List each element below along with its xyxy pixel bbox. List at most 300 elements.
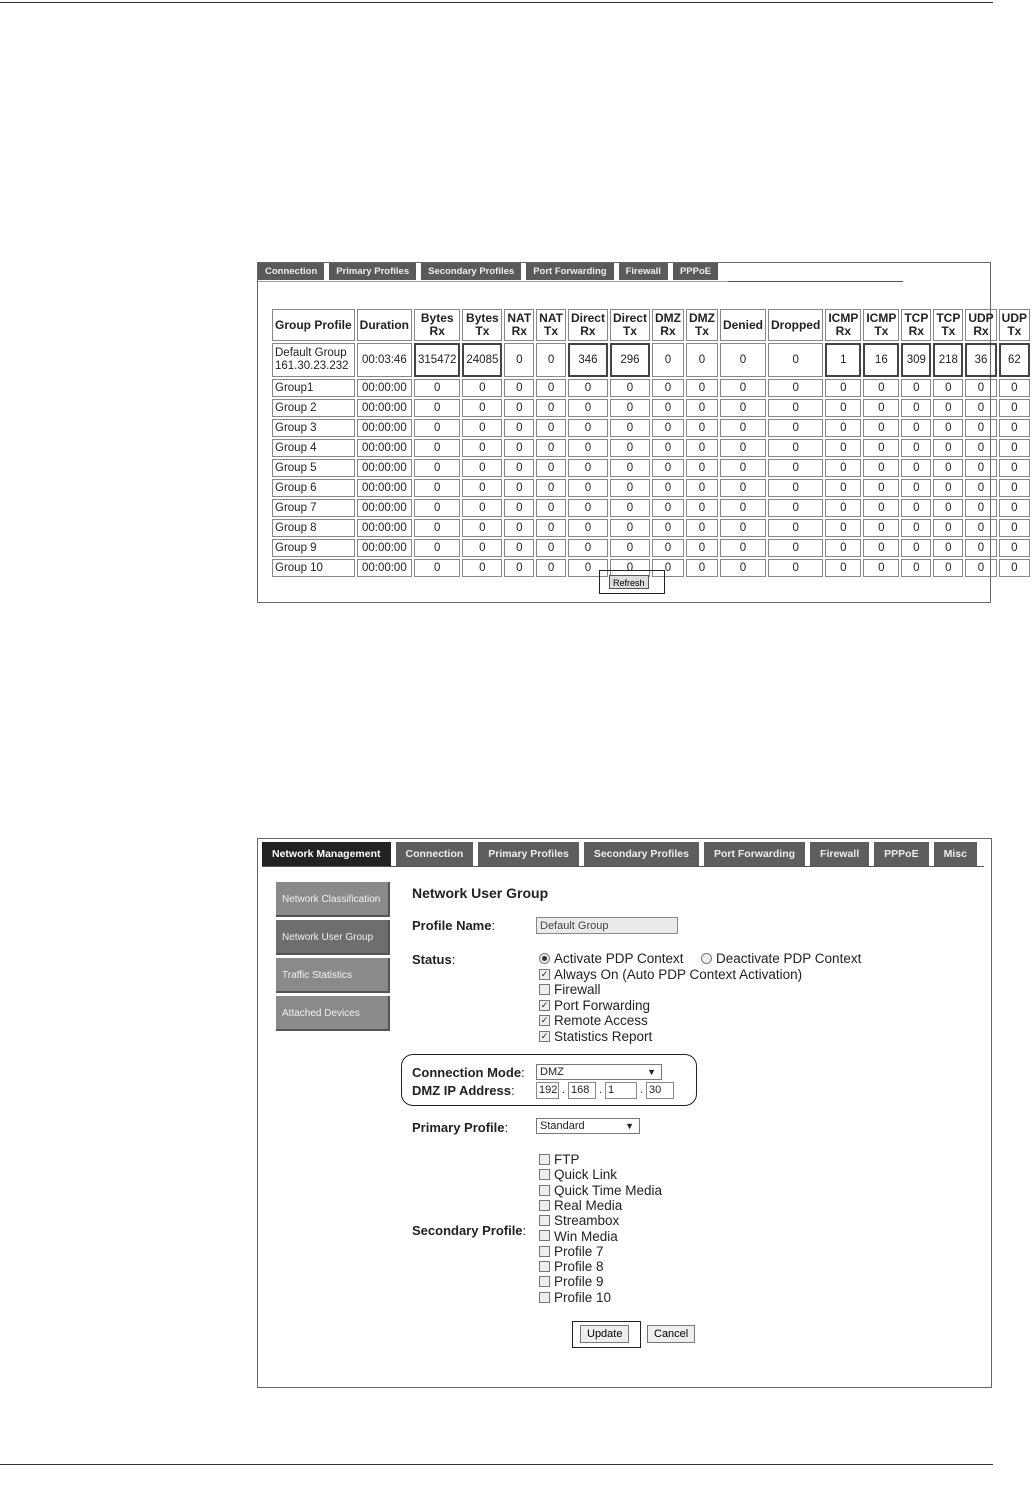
tab-line [262, 866, 984, 867]
table-cell: 0 [863, 419, 899, 437]
table-cell: 0 [414, 399, 460, 417]
table-cell: 0 [686, 559, 718, 577]
table-cell: 16 [863, 343, 899, 377]
table-cell: 0 [462, 399, 502, 417]
table-cell: 0 [965, 539, 996, 557]
secondary-profile-checkbox[interactable] [539, 1183, 662, 1198]
table-cell: 1 [825, 343, 861, 377]
table-cell: 0 [901, 419, 931, 437]
tab-connection[interactable]: Connection [258, 263, 324, 280]
table-cell: 0 [504, 379, 534, 397]
column-header-line2: Tx [1007, 324, 1022, 338]
tab-pppoe[interactable]: PPPoE [673, 263, 718, 280]
table-row [272, 479, 1030, 497]
secondary-profile-label-text: Quick Link [554, 1167, 618, 1183]
column-header-line1: Denied [722, 317, 763, 332]
checkbox-checked-icon[interactable]: ✓ [540, 1030, 549, 1041]
column-header [536, 309, 566, 341]
table-cell: 0 [768, 539, 823, 557]
table-cell: 0 [504, 499, 534, 517]
table-cell: 0 [686, 343, 718, 377]
table-cell: 0 [965, 519, 996, 537]
table-cell: 0 [462, 519, 502, 537]
secondary-profile-label-text: Profile 8 [554, 1259, 604, 1275]
secondary-profile-checkbox[interactable] [539, 1229, 618, 1244]
table-cell: 0 [414, 559, 460, 577]
table-cell: 0 [504, 439, 534, 457]
table-cell: 0 [462, 479, 502, 497]
table-header-row [272, 309, 1030, 341]
secondary-profile-label: Secondary Profile: [412, 1223, 527, 1238]
column-header-line1: Group Profile [275, 317, 352, 332]
column-header [720, 309, 766, 341]
deactivate-pdp-option[interactable]: Deactivate PDP Context [701, 951, 861, 966]
table-cell: 0 [652, 559, 684, 577]
column-header [965, 309, 996, 341]
table-cell: 0 [768, 343, 823, 377]
table-cell: 00:00:00 [357, 399, 412, 417]
table-cell: 0 [462, 559, 502, 577]
table-cell: 0 [610, 559, 650, 577]
secondary-profile-checkbox[interactable] [539, 1244, 604, 1259]
connection-mode-label: Connection Mode: [412, 1065, 525, 1080]
column-header-line1: Bytes [420, 311, 454, 325]
column-header-line1: NAT [507, 311, 532, 325]
table-cell: 0 [768, 459, 823, 477]
table-cell: 346 [568, 343, 608, 377]
table-cell: 0 [768, 479, 823, 497]
table-cell: 0 [901, 499, 931, 517]
secondary-profile-label-text: Real Media [554, 1197, 623, 1213]
group-name: Default Group [275, 347, 347, 359]
table-cell: 0 [901, 479, 931, 497]
ip-dot: . [599, 1084, 603, 1096]
table-cell: 0 [610, 459, 650, 477]
column-header-line1: UDP [968, 311, 994, 325]
table-cell: 24085 [462, 343, 502, 377]
table-cell: 0 [652, 519, 684, 537]
profile-name-label: Profile Name: [412, 918, 496, 933]
table-cell: 0 [536, 419, 566, 437]
traffic-statistics-panel [257, 262, 1028, 603]
table-cell: 0 [536, 499, 566, 517]
tab-port-forwarding[interactable]: Port Forwarding [704, 842, 805, 866]
dmz-ip-octet-1[interactable]: 192 [536, 1082, 559, 1099]
table-cell: 0 [610, 499, 650, 517]
table-cell: 0 [933, 559, 963, 577]
table-cell: 0 [462, 459, 502, 477]
column-header-line1: ICMP [866, 311, 897, 325]
table-cell: 0 [999, 459, 1030, 477]
table-cell: 0 [863, 559, 899, 577]
table-cell: 00:00:00 [357, 459, 412, 477]
table-cell: 0 [652, 539, 684, 557]
connection-mode-select[interactable]: DMZ ▼ [536, 1064, 662, 1080]
table-cell: 0 [999, 539, 1030, 557]
dmz-ip-octet-3[interactable]: 1 [605, 1082, 637, 1099]
table-cell: 0 [536, 399, 566, 417]
table-cell: 62 [999, 343, 1030, 377]
tab-pppoe[interactable]: PPPoE [874, 842, 928, 866]
column-header-line2: Rx [511, 324, 527, 338]
table-cell: 0 [568, 519, 608, 537]
group-profile-cell: Group 2 [272, 399, 355, 417]
sidebar-item-attached-devices[interactable]: Attached Devices [276, 996, 390, 1031]
table-cell: 0 [933, 479, 963, 497]
table-cell: 0 [825, 479, 861, 497]
table-cell: 0 [901, 539, 931, 557]
table-cell: 0 [901, 399, 931, 417]
table-cell: 0 [933, 439, 963, 457]
radio-selected-icon[interactable] [539, 953, 550, 964]
column-header [825, 309, 861, 341]
table-cell: 0 [568, 379, 608, 397]
tab-primary-profiles[interactable]: Primary Profiles [329, 263, 416, 280]
column-header [686, 309, 718, 341]
form-title: Network User Group [412, 885, 549, 901]
always-on-checkbox[interactable]: ✓ Always On (Auto PDP Context Activation) [540, 967, 803, 982]
table-cell: 0 [768, 499, 823, 517]
port-forwarding-checkbox[interactable]: ✓ Port Forwarding [540, 998, 651, 1013]
sidebar-item-network-user-group[interactable]: Network User Group [276, 920, 390, 955]
tab-connection[interactable]: Connection [396, 842, 474, 866]
table-cell: 0 [901, 459, 931, 477]
sidebar-item-network-classification[interactable]: Network Classification [276, 882, 390, 917]
column-header-line1: Duration [359, 317, 410, 332]
table-cell: 0 [414, 459, 460, 477]
table-cell: 0 [414, 439, 460, 457]
tab-firewall[interactable]: Firewall [619, 263, 668, 280]
table-cell: 0 [999, 439, 1030, 457]
table-cell: 0 [652, 499, 684, 517]
secondary-profile-checkbox[interactable] [539, 1198, 622, 1213]
tab-port-forwarding[interactable]: Port Forwarding [526, 263, 613, 280]
group-profile-cell: Group 10 [272, 559, 355, 577]
table-row [272, 519, 1030, 537]
table-cell: 0 [825, 379, 861, 397]
dmz-ip-octet-2[interactable]: 168 [568, 1082, 596, 1099]
table-cell: 0 [825, 399, 861, 417]
table-row [272, 439, 1030, 457]
checkbox-checked-icon[interactable]: ✓ [540, 1014, 549, 1025]
group-profile-cell: Group1 [272, 379, 355, 397]
table-cell: 0 [536, 439, 566, 457]
table-cell: 36 [965, 343, 996, 377]
group-profile-cell: Group 5 [272, 459, 355, 477]
cancel-button[interactable]: Cancel [647, 1325, 695, 1343]
group-profile-cell: Group 4 [272, 439, 355, 457]
table-cell: 0 [720, 343, 766, 377]
tab-secondary-profiles[interactable]: Secondary Profiles [584, 842, 699, 866]
primary-profile-select[interactable]: Standard ▼ [536, 1118, 640, 1134]
table-cell: 0 [462, 379, 502, 397]
table-cell: 0 [965, 559, 996, 577]
checkbox-empty-icon[interactable] [539, 1200, 550, 1211]
column-header-line2: Rx [835, 324, 851, 338]
table-cell: 0 [536, 459, 566, 477]
config-tab-bar [262, 842, 982, 866]
radio-empty-icon[interactable] [701, 953, 712, 964]
checkbox-empty-icon[interactable] [539, 1169, 550, 1180]
table-cell: 0 [965, 399, 996, 417]
table-row [272, 399, 1030, 417]
tab-network-management[interactable]: Network Management [262, 842, 391, 866]
table-cell: 0 [863, 379, 899, 397]
table-cell: 0 [901, 439, 931, 457]
table-cell: 0 [686, 479, 718, 497]
column-header [568, 309, 608, 341]
table-cell: 0 [825, 519, 861, 537]
column-header-line1: ICMP [828, 311, 859, 325]
column-header [652, 309, 684, 341]
secondary-profile-checkbox[interactable] [539, 1167, 617, 1182]
tab-underline [258, 281, 728, 282]
tab-firewall[interactable]: Firewall [810, 842, 869, 866]
group-profile-cell: Group 6 [272, 479, 355, 497]
table-cell: 0 [999, 419, 1030, 437]
table-cell: 0 [504, 519, 534, 537]
table-cell: 0 [863, 459, 899, 477]
tab-misc[interactable]: Misc [934, 842, 977, 866]
group-profile-cell: Group 8 [272, 519, 355, 537]
group-profile-cell: Group 9 [272, 539, 355, 557]
secondary-profile-checkbox[interactable] [539, 1152, 580, 1167]
table-cell: 0 [863, 439, 899, 457]
table-cell: 0 [536, 519, 566, 537]
table-cell: 0 [825, 559, 861, 577]
table-cell: 0 [720, 479, 766, 497]
table-cell: 0 [610, 379, 650, 397]
table-cell: 0 [536, 539, 566, 557]
checkbox-empty-icon[interactable] [539, 1230, 550, 1241]
column-header [504, 309, 534, 341]
table-cell: 0 [720, 379, 766, 397]
dmz-ip-octet-4[interactable]: 30 [646, 1082, 674, 1099]
table-row-default-group [272, 343, 1030, 377]
secondary-profile-label-text: Profile 9 [554, 1274, 604, 1290]
table-cell: 0 [965, 379, 996, 397]
table-cell: 0 [414, 419, 460, 437]
table-cell: 0 [999, 379, 1030, 397]
table-cell: 0 [610, 539, 650, 557]
network-user-group-panel [257, 838, 992, 1388]
table-cell: 0 [901, 519, 931, 537]
column-header-line1: UDP [1001, 311, 1028, 325]
column-header-line1: Direct [570, 311, 605, 325]
table-cell: 0 [965, 479, 996, 497]
profile-name-input[interactable]: Default Group [536, 917, 678, 934]
activate-pdp-option[interactable]: Activate PDP Context [539, 951, 684, 966]
table-cell: 00:00:00 [357, 379, 412, 397]
table-cell: 0 [414, 499, 460, 517]
column-header-line2: Tx [544, 324, 559, 338]
table-cell: 00:00:00 [357, 539, 412, 557]
checkbox-empty-icon[interactable] [539, 1292, 550, 1303]
tab-line [728, 281, 903, 282]
checkbox-empty-icon[interactable] [539, 1246, 550, 1257]
table-cell: 0 [720, 419, 766, 437]
checkbox-empty-icon[interactable] [539, 1154, 550, 1165]
table-cell: 0 [536, 379, 566, 397]
group-profile-cell: Group 3 [272, 419, 355, 437]
table-cell: 0 [933, 459, 963, 477]
table-cell: 0 [652, 379, 684, 397]
refresh-button[interactable]: Refresh [609, 575, 649, 589]
table-cell: 0 [863, 539, 899, 557]
table-cell: 0 [686, 459, 718, 477]
column-header-line1: Direct [612, 311, 647, 325]
table-cell: 0 [652, 439, 684, 457]
table-row [272, 379, 1030, 397]
checkbox-empty-icon[interactable] [539, 1215, 550, 1226]
checkbox-checked-icon[interactable]: ✓ [540, 968, 549, 979]
secondary-profile-label-text: FTP [554, 1152, 580, 1167]
table-cell: 0 [720, 559, 766, 577]
tab-secondary-profiles[interactable]: Secondary Profiles [421, 263, 521, 280]
table-cell: 00:00:00 [357, 439, 412, 457]
table-cell: 0 [720, 539, 766, 557]
checkbox-checked-icon[interactable]: ✓ [540, 999, 549, 1010]
column-header [610, 309, 650, 341]
dmz-ip-label: DMZ IP Address: [412, 1083, 515, 1098]
column-header [768, 309, 823, 341]
table-cell: 0 [504, 399, 534, 417]
column-header [933, 309, 963, 341]
dropdown-arrow-icon: ▼ [647, 1067, 656, 1077]
table-cell: 0 [610, 519, 650, 537]
column-header-line2: Rx [660, 324, 676, 338]
table-cell: 309 [901, 343, 931, 377]
group-profile-cell: Group 7 [272, 499, 355, 517]
table-cell: 00:00:00 [357, 559, 412, 577]
table-cell: 0 [686, 439, 718, 457]
sidebar-item-traffic-statistics[interactable]: Traffic Statistics [276, 958, 390, 993]
group-profile-cell [272, 343, 355, 377]
firewall-checkbox[interactable]: Firewall [539, 982, 601, 997]
column-header-line2: Tx [622, 324, 637, 338]
statistics-report-checkbox[interactable]: ✓ Statistics Report [540, 1029, 653, 1044]
secondary-profile-label-text: Win Media [554, 1228, 618, 1244]
page-bottom-rule [0, 1464, 993, 1465]
table-row [272, 539, 1030, 557]
secondary-profile-checkbox[interactable] [539, 1274, 604, 1289]
table-cell: 0 [686, 379, 718, 397]
table-cell: 0 [536, 479, 566, 497]
column-header-line1: DMZ [688, 311, 715, 325]
checkbox-empty-icon[interactable] [539, 1276, 550, 1287]
table-cell: 0 [652, 419, 684, 437]
column-header-line1: DMZ [654, 311, 681, 325]
table-cell: 0 [825, 419, 861, 437]
table-cell: 0 [568, 459, 608, 477]
table-cell: 0 [965, 419, 996, 437]
table-cell: 0 [768, 519, 823, 537]
table-row [272, 499, 1030, 517]
table-cell: 00:00:00 [357, 519, 412, 537]
table-cell: 0 [999, 499, 1030, 517]
table-cell: 0 [462, 419, 502, 437]
table-cell: 0 [720, 439, 766, 457]
table-cell: 0 [933, 499, 963, 517]
update-button[interactable]: Update [580, 1325, 629, 1343]
table-cell: 0 [768, 439, 823, 457]
table-cell: 0 [610, 419, 650, 437]
table-cell: 0 [504, 539, 534, 557]
table-cell: 0 [825, 539, 861, 557]
ip-dot: . [562, 1084, 566, 1096]
table-cell: 0 [999, 519, 1030, 537]
column-header [414, 309, 460, 341]
secondary-profile-label-text: Profile 10 [554, 1289, 612, 1305]
checkbox-empty-icon[interactable] [539, 1261, 550, 1272]
group-statistics-table [270, 307, 1032, 579]
column-header [863, 309, 899, 341]
table-cell: 0 [686, 539, 718, 557]
table-cell: 0 [965, 439, 996, 457]
table-cell: 00:00:00 [357, 419, 412, 437]
table-cell: 218 [933, 343, 963, 377]
column-header-line2: Rx [973, 324, 989, 338]
table-cell: 0 [825, 499, 861, 517]
secondary-profile-checkbox[interactable] [539, 1213, 619, 1228]
table-cell: 0 [536, 559, 566, 577]
tab-primary-profiles[interactable]: Primary Profiles [478, 842, 579, 866]
secondary-profile-checkbox[interactable] [539, 1259, 604, 1274]
table-cell: 0 [825, 439, 861, 457]
group-ip: 161.30.23.232 [275, 360, 349, 372]
table-cell: 0 [652, 479, 684, 497]
secondary-profile-checkbox[interactable] [539, 1290, 611, 1305]
table-cell: 0 [686, 399, 718, 417]
table-cell: 0 [720, 519, 766, 537]
column-header-line2: Tx [874, 324, 889, 338]
table-cell: 0 [504, 479, 534, 497]
table-cell: 0 [768, 379, 823, 397]
table-cell: 0 [610, 399, 650, 417]
column-header-line2: Rx [429, 324, 445, 338]
page-top-rule [0, 2, 993, 3]
table-cell: 0 [720, 499, 766, 517]
stats-tab-bar [258, 263, 723, 281]
checkbox-empty-icon[interactable] [539, 984, 550, 995]
remote-access-checkbox[interactable]: ✓ Remote Access [540, 1013, 648, 1028]
table-cell: 0 [768, 559, 823, 577]
table-row [272, 459, 1030, 477]
table-row [272, 419, 1030, 437]
table-cell: 0 [965, 459, 996, 477]
table-cell: 0 [999, 479, 1030, 497]
table-cell: 0 [568, 539, 608, 557]
table-cell: 0 [999, 559, 1030, 577]
table-cell: 0 [568, 399, 608, 417]
checkbox-empty-icon[interactable] [539, 1185, 550, 1196]
table-cell: 0 [863, 399, 899, 417]
table-cell: 0 [652, 459, 684, 477]
table-cell: 0 [999, 399, 1030, 417]
table-cell: 0 [933, 379, 963, 397]
column-header-line1: NAT [539, 311, 563, 325]
secondary-profile-label-text: Streambox [554, 1213, 620, 1229]
table-cell: 0 [504, 419, 534, 437]
column-header-line1: TCP [936, 311, 961, 325]
column-header-line2: Rx [908, 324, 924, 338]
table-cell: 0 [462, 499, 502, 517]
table-cell: 0 [901, 379, 931, 397]
table-cell: 0 [686, 519, 718, 537]
table-cell: 0 [414, 519, 460, 537]
ip-dot: . [640, 1084, 644, 1096]
table-cell: 0 [686, 419, 718, 437]
